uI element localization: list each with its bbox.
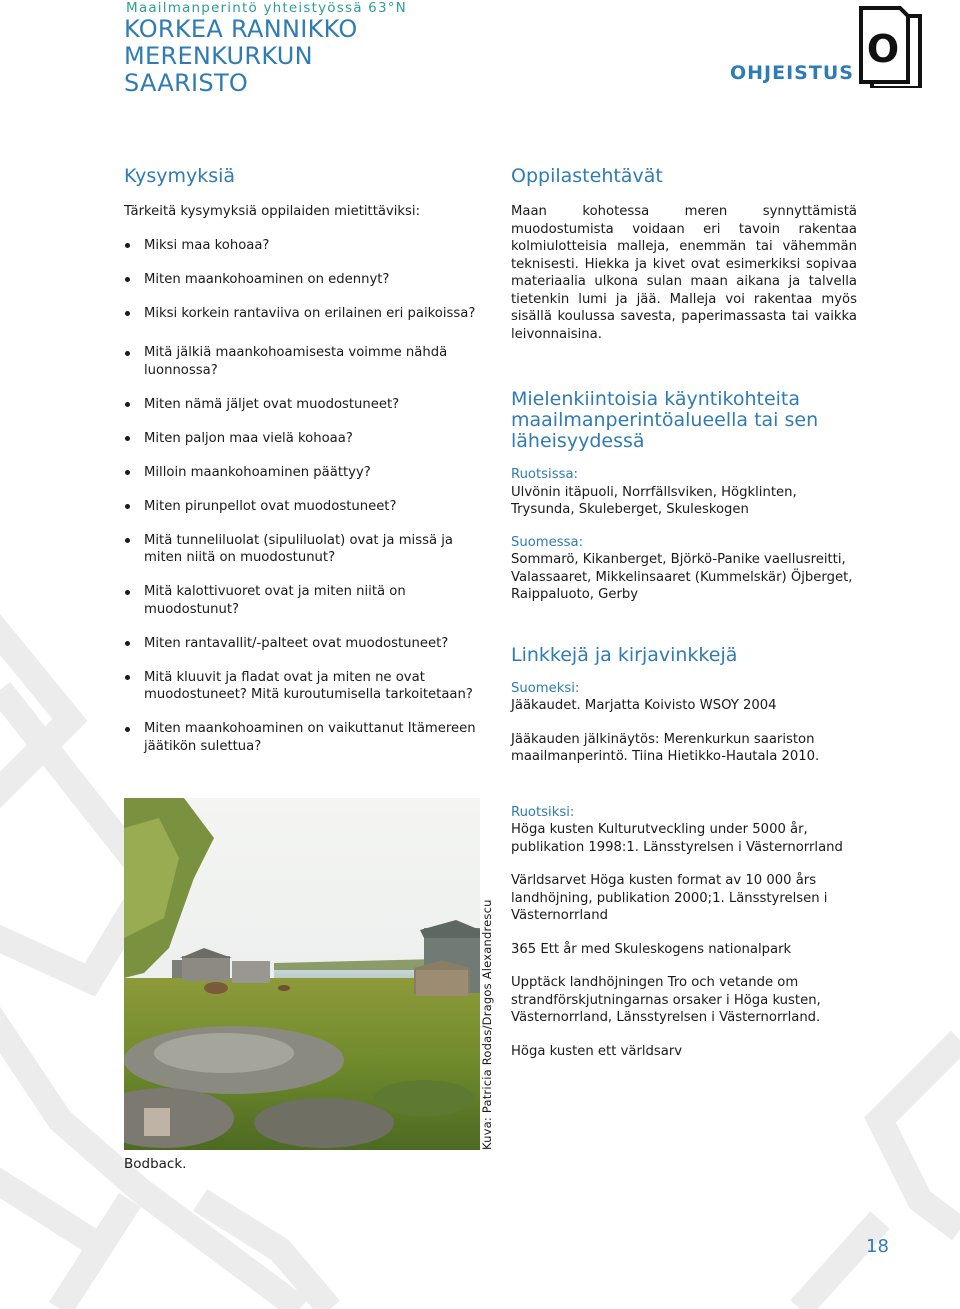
list-item: Miksi korkein rantaviiva on erilainen eri paikoissa?: [124, 305, 484, 323]
list-item: Mitä kalottivuoret ovat ja miten niitä on muodostunut?: [124, 583, 484, 618]
bullet-icon: [125, 727, 130, 732]
questions-intro: Tärkeitä kysymyksiä oppilaiden mietittäviksi:: [124, 204, 421, 219]
finnish-book-2: Jääkauden jälkinäytös: Merenkurkun saariston maailmanperintö. Tiina Hietikko-Hautala 2010.: [511, 731, 820, 764]
finland-label: Suomessa:: [511, 534, 584, 550]
bullet-icon: [125, 470, 130, 475]
page-number: 18: [866, 1236, 889, 1257]
bullet-icon: [125, 277, 130, 282]
bullet-icon: [125, 504, 130, 509]
section-badge-icon: [858, 4, 924, 88]
list-item: Miten paljon maa vielä kohoaa?: [124, 430, 484, 448]
series-supertitle: Maailmanperintö yhteistyössä 63°N: [126, 0, 407, 16]
bullet-icon: [125, 641, 130, 646]
tasks-text: Maan kohotessa meren synnyttämistä muodostumista voidaan eri tavoin rakentaa kolmiulotteisia malleja, enemmän tai vähemmän teknisesti. Hiekka ja kivet ovat esimerkiksi sopivaa materiaalia ulkona sulan maan aikana ja talvella tietenkin lumi ja jää. Malleja voi rakentaa myös sisällä koulussa savesta, paperimassasta tai vaikka leivonnaisina.: [511, 204, 857, 342]
list-item: Miten maankohoaminen on edennyt?: [124, 271, 484, 289]
landscape-photo: [124, 798, 480, 1150]
bullet-icon: [125, 402, 130, 407]
bullet-icon: [125, 675, 130, 680]
finland-sites: Sommarö, Kikanberget, Björkö-Panike vaellusreitti, Valassaaret, Mikkelinsaaret (Kummelskär) Öjberget, Raippaluoto, Gerby: [511, 552, 853, 602]
swedish-book-1: Höga kusten Kulturutveckling under 5000 år, publikation 1998:1. Länsstyrelsen i Västernorrland: [511, 822, 843, 855]
bullet-icon: [125, 311, 130, 316]
sites-heading: Mielenkiintoisia käyntikohteita maailmanperintöalueella tai sen läheisyydessä: [511, 388, 819, 452]
swedish-book-3: 365 Ett år med Skuleskogens nationalpark: [511, 941, 792, 957]
questions-section: [124, 165, 484, 772]
section-label: OHJEISTUS: [730, 62, 854, 84]
title-line-1: KORKEA RANNIKKO: [124, 15, 358, 43]
title-line-3: SAARISTO: [124, 69, 249, 97]
bullet-icon: [125, 351, 130, 356]
finnish-book-1: Jääkaudet. Marjatta Koivisto WSOY 2004: [511, 698, 777, 713]
list-item: Milloin maankohoaminen päättyy?: [124, 464, 484, 482]
questions-list: [124, 237, 484, 756]
badge-letter: O: [866, 27, 900, 71]
questions-heading: Kysymyksiä: [124, 165, 236, 187]
sweden-sites: Ulvönin itäpuoli, Norrfällsviken, Högklinten, Trysunda, Skuleberget, Skuleskogen: [511, 484, 797, 517]
bullet-icon: [125, 243, 130, 248]
list-item: Mitä tunneliluolat (sipuliluolat) ovat ja missä ja miten niitä on muodostunut?: [124, 532, 484, 567]
title-line-2: MERENKURKUN: [124, 42, 313, 70]
list-item: Miten rantavallit/-palteet ovat muodostuneet?: [124, 635, 484, 653]
links-heading: Linkkejä ja kirjavinkkejä: [511, 643, 738, 666]
swedish-books-label: Ruotsiksi:: [511, 804, 575, 820]
list-item: Miksi maa kohoaa?: [124, 237, 484, 255]
list-item: Mitä jälkiä maankohoamisesta voimme nähdä luonnossa?: [124, 344, 484, 379]
photo-caption: Bodback.: [124, 1156, 187, 1172]
swedish-book-5: Höga kusten ett världsarv: [511, 1043, 683, 1059]
photo-credit: Kuva: Patricia Rodas/Dragos Alexandrescu: [480, 899, 494, 1150]
swedish-book-2: Världsarvet Höga kusten format av 10 000 års landhöjning, publikation 2000;1. Länsstyrelsen i Västernorrland: [511, 873, 828, 923]
document-title: [124, 16, 358, 97]
bullet-icon: [125, 436, 130, 441]
swedish-book-4: Upptäck landhöjningen Tro och vetande om strandförskjutningarnas orsaker i Höga kusten, Västernorrland, Länsstyrelsen i Västernorrland.: [511, 975, 821, 1025]
bullet-icon: [125, 538, 130, 543]
list-item: Mitä kluuvit ja fladat ovat ja miten ne ovat muodostuneet? Mitä kuroutumisella tarkoitetaan?: [124, 669, 484, 704]
tasks-heading: Oppilastehtävät: [511, 165, 663, 187]
list-item: Miten nämä jäljet ovat muodostuneet?: [124, 396, 484, 414]
finnish-books-label: Suomeksi:: [511, 680, 580, 696]
resources-section: [511, 165, 857, 1060]
bullet-icon: [125, 590, 130, 595]
list-item: Miten maankohoaminen on vaikuttanut Itämereen jäätikön sulettua?: [124, 720, 484, 755]
list-item: Miten pirunpellot ovat muodostuneet?: [124, 498, 484, 516]
sweden-label: Ruotsissa:: [511, 467, 578, 482]
